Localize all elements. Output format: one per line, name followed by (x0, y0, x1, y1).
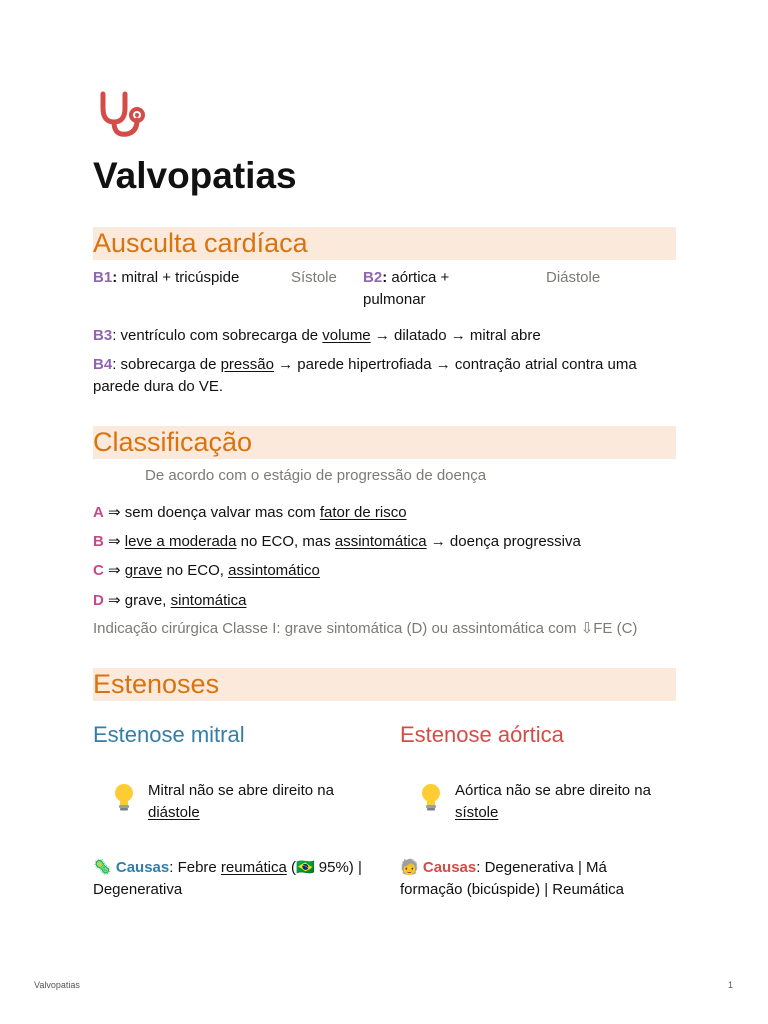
section-heading-estenoses: Estenoses (93, 668, 676, 701)
estenose-aortica-title: Estenose aórtica (400, 722, 564, 747)
page-title: Valvopatias (93, 155, 297, 196)
lightbulb-icon (110, 782, 138, 812)
mitral-callout-text: Mitral não se abre direito na diástole (148, 782, 334, 821)
estenose-mitral-title: Estenose mitral (93, 722, 245, 747)
older-person-icon: 🧓 (400, 859, 419, 876)
b1-label: B1 (93, 269, 113, 286)
b3-text: B3: ventrículo com sobrecarga de volume → dilatado → mitral abre (93, 327, 541, 344)
microbe-icon: 🦠 (93, 859, 112, 876)
page-number: 1 (728, 980, 734, 990)
mitral-causes: 🦠 Causas: Febre reumática (🇧🇷 95%) | Degenerativa (93, 859, 362, 898)
aortica-callout-text: Aórtica não se abre direito na sístole (455, 782, 651, 821)
stage-a: A ⇒ sem doença valvar mas com fator de risco (93, 504, 407, 521)
aortica-causes: 🧓 Causas: Degenerativa | Má formação (bicúspide) | Reumática (400, 859, 624, 898)
lightbulb-icon (417, 782, 445, 812)
section-heading-ausculta: Ausculta cardíaca (93, 227, 676, 260)
stethoscope-icon (95, 88, 147, 140)
sistole-label: Sístole (291, 269, 337, 286)
stage-d: D ⇒ grave, sintomática (93, 592, 247, 609)
b1-text: B1: mitral + tricúspide (93, 269, 240, 286)
b4-text: B4: sobrecarga de pressão → parede hipertrofiada → contração atrial contra uma parede dura do VE. (93, 356, 637, 395)
b2-text: B2: aórtica + pulmonar (363, 269, 450, 308)
stage-c: C ⇒ grave no ECO, assintomático (93, 562, 320, 579)
b2-label: B2 (363, 269, 383, 286)
surgical-indication-note: Indicação cirúrgica Classe I: grave sintomática (D) ou assintomática com ⇩FE (C) (93, 620, 638, 637)
section-heading-classificacao: Classificação (93, 426, 676, 459)
stage-b: B ⇒ leve a moderada no ECO, mas assintomática → doença progressiva (93, 533, 581, 550)
classificacao-subtitle: De acordo com o estágio de progressão de doença (145, 467, 487, 484)
diastole-label: Diástole (546, 269, 601, 286)
footer-title: Valvopatias (34, 980, 80, 990)
